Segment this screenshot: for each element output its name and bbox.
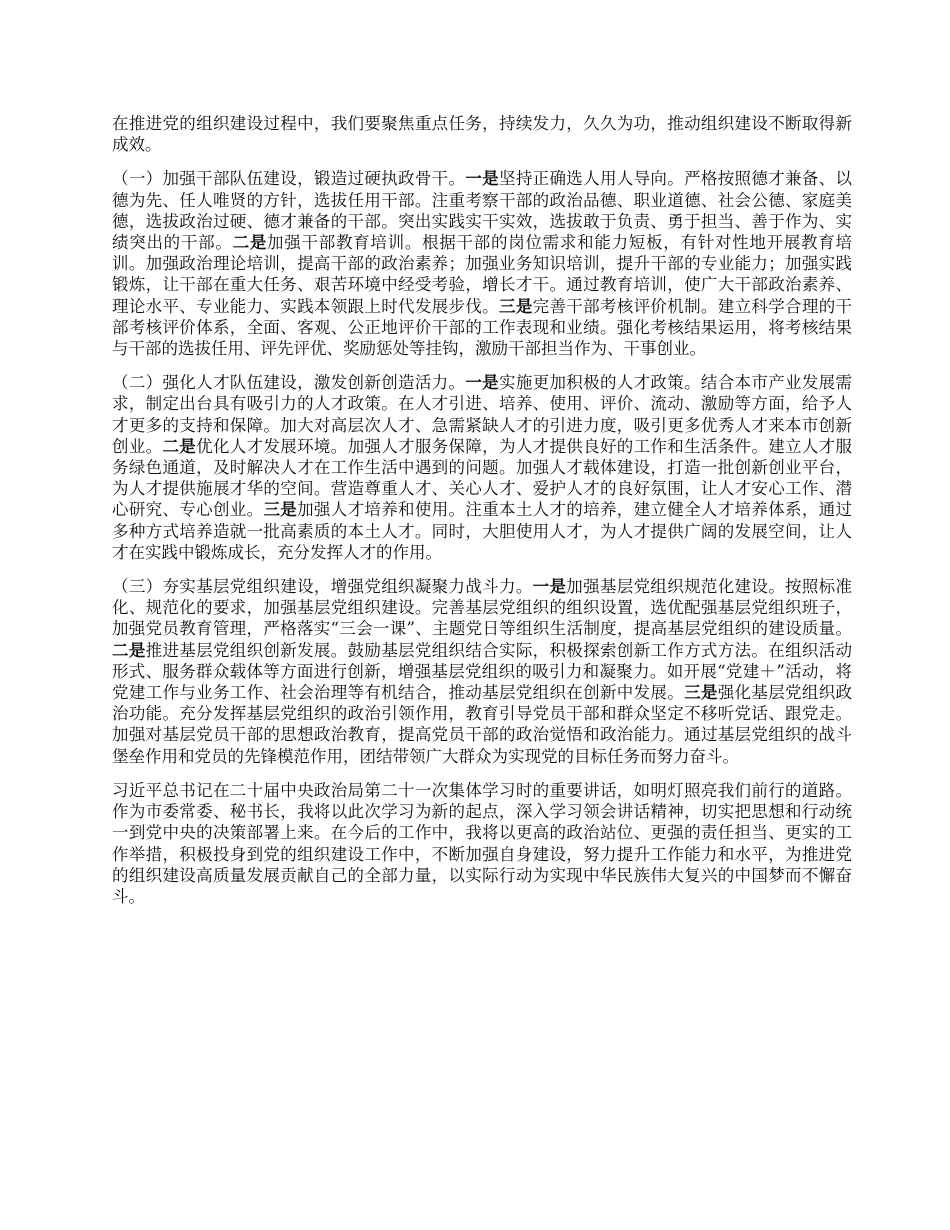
section-heading: （三）夯实基层党组织建设，增强党组织凝聚力战斗力。 xyxy=(112,577,533,597)
paragraph-talent-team xyxy=(112,372,852,563)
paragraph-text: 在推进党的组织建设过程中，我们要聚焦重点任务，持续发力，久久为功，推动组织建设不断取得新成效。 xyxy=(112,114,852,155)
paragraph-text: 强化基层党组织政治功能。充分发挥基层党组织的政治引领作用，教育引导党员干部和群众坚定不移听党话、跟党走。加强对基层党员干部的思想政治教育，提高党员干部的政治觉悟和政治能力。通过基层党组织的战斗堡垒作用和党员的先锋模范作用，团结带领广大群众为实现党的目标任务而努力奋斗。 xyxy=(112,683,853,766)
paragraph-grassroots-party xyxy=(112,576,852,767)
point-marker-three: 三是 xyxy=(263,500,298,520)
point-marker-two: 二是 xyxy=(232,233,268,253)
point-marker-two: 二是 xyxy=(112,640,146,660)
paragraph-text: 加强基层党组织规范化建设。按照标准化、规范化的要求，加强基层党组织建设。完善基层党组织的组织设置，选优配强基层党组织班子，加强党员教育管理，严格落实“三会一课”、主题党日等组织生活制度，提高基层党组织的建设质量。 xyxy=(112,577,853,639)
paragraph-intro xyxy=(112,113,852,155)
paragraph-text: 完善干部考核评价机制。建立科学合理的干部考核评价体系，全面、客观、公正地评价干部的工作表现和业绩。强化考核结果运用，将考核结果与干部的选拔任用、评先评优、奖励惩处等挂钩，激励干部担当作为、干事创业。 xyxy=(112,296,853,359)
paragraph-text: 实施更加积极的人才政策。结合本市产业发展需求，制定出台具有吸引力的人才政策。在人才引进、培养、使用、评价、流动、激励等方面，给予人才更多的支持和保障。加大对高层次人才、急需紧缺人才的引进力度，吸引更多优秀人才来本市创新创业。 xyxy=(112,373,853,456)
paragraph-conclusion xyxy=(112,780,852,907)
paragraph-text: 加强人才培养和使用。注重本土人才的培养，建立健全人才培养体系，通过多种方式培养造就一批高素质的本土人才。同时，大胆使用人才，为人才提供广阔的发展空间，让人才在实践中锻炼成长，充分发挥人才的作用。 xyxy=(112,500,853,562)
point-marker-three: 三是 xyxy=(499,296,533,316)
paragraph-cadre-team xyxy=(112,168,852,359)
point-marker-one: 一是 xyxy=(465,373,499,393)
section-heading: （二）强化人才队伍建设，激发创新创造活力。 xyxy=(112,373,466,393)
paragraph-text: 习近平总书记在二十届中央政治局第二十一次集体学习时的重要讲话，如明灯照亮我们前行的道路。作为市委常委、秘书长，我将以此次学习为新的起点，深入学习领会讲话精神，切实把思想和行动统一到党中央的决策部署上来。在今后的工作中，我将以更高的政治站位、更强的责任担当、更实的工作举措，积极投身到党的组织建设工作中，不断加强自身建设，努力提升工作能力和水平，为推进党的组织建设高质量发展贡献自己的全部力量，以实际行动为实现中华民族伟大复兴的中国梦而不懈奋斗。 xyxy=(112,780,852,906)
point-marker-one: 一是 xyxy=(465,169,499,189)
paragraph-text: 推进基层党组织创新发展。鼓励基层党组织结合实际，积极探索创新工作方式方法。在组织活动形式、服务群众载体等方面进行创新，增强基层党组织的吸引力和凝聚力。如开展“党建＋”活动，将党建工作与业务工作、社会治理等有机结合，推动基层党组织在创新中发展。 xyxy=(112,640,853,703)
paragraph-text: 坚持正确选人用人导向。严格按照德才兼备、以德为先、任人唯贤的方针，选拔任用干部。注重考察干部的政治品德、职业道德、社会公德、家庭美德，选拔政治过硬、德才兼备的干部。突出实践实干实效，选拔敢于负责、勇于担当、善于作为、实绩突出的干部。 xyxy=(112,169,853,253)
paragraph-text: 加强干部教育培训。根据干部的岗位需求和能力短板，有针对性地开展教育培训。加强政治理论培训，提高干部的政治素养；加强业务知识培训，提升干部的专业能力；加强实践锻炼，让干部在重大任务、艰苦环境中经受考验，增长才干。通过教育培训，使广大干部政治素养、理论水平、专业能力、实践本领跟上时代发展步伐。 xyxy=(112,233,853,316)
point-marker-two: 二是 xyxy=(162,436,197,456)
point-marker-three: 三是 xyxy=(684,683,718,703)
point-marker-one: 一是 xyxy=(532,577,567,597)
section-heading: （一）加强干部队伍建设，锻造过硬执政骨干。 xyxy=(112,169,466,189)
document-body xyxy=(112,113,852,920)
paragraph-text: 优化人才发展环境。加强人才服务保障，为人才提供良好的工作和生活条件。建立人才服务绿色通道，及时解决人才在工作生活中遇到的问题。加强人才载体建设，打造一批创新创业平台，为人才提供施展才华的空间。营造尊重人才、关心人才、爱护人才的良好氛围，让人才安心工作、潜心研究、专心创业。 xyxy=(112,436,853,520)
